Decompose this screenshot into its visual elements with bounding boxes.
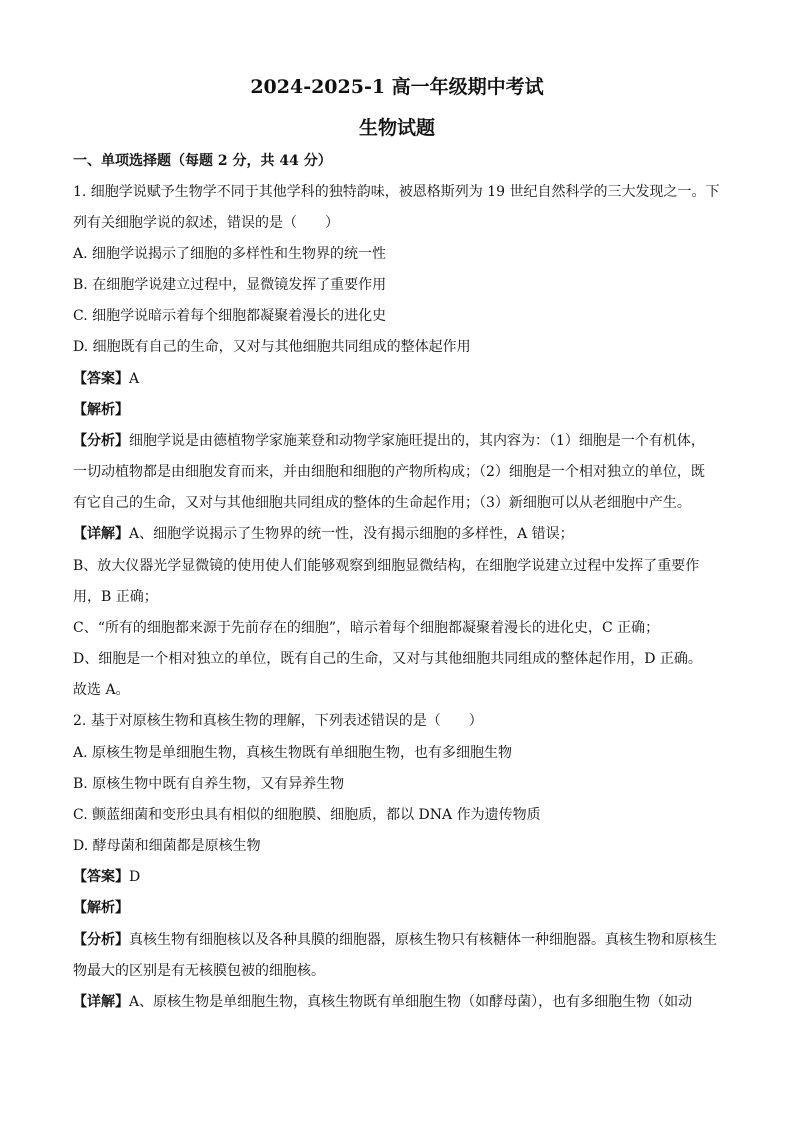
q1-analysis-row bbox=[73, 401, 723, 419]
q1-option-c: C. 细胞学说暗示着每个细胞都凝聚着漫长的进化史 bbox=[73, 308, 387, 324]
q1-xiangjie-line-4: C、“所有的细胞都来源于先前存在的细胞”，暗示着每个细胞都凝聚着漫长的进化史，C 正确； bbox=[73, 620, 660, 636]
q2-answer: D bbox=[129, 869, 141, 885]
q1-fenxi-line-3: 有它自己的生命，又对与其他细胞共同组成的整体的生命起作用；（3）新细胞可以从老细胞中产生。 bbox=[73, 495, 691, 511]
q1-fenxi-text-1: 细胞学说是由德植物学家施莱登和动物学家施旺提出的，其内容为：（1）细胞是一个有机体， bbox=[129, 433, 705, 449]
analysis-tag: 【解析】 bbox=[73, 402, 129, 418]
q1-fenxi-line-1 bbox=[73, 432, 723, 450]
q1-answer-row bbox=[73, 370, 723, 388]
q1-stem-line-2: 列有关细胞学说的叙述，错误的是（ ） bbox=[73, 215, 339, 231]
q2-fenxi-line-2: 物最大的区别是有无核膜包被的细胞核。 bbox=[73, 963, 325, 979]
q1-stem-line-1: 1. 细胞学说赋予生物学不同于其他学科的独特韵味，被恩格斯列为 19 世纪自然科学的三大发现之一。下 bbox=[73, 184, 720, 200]
answer-tag: 【答案】 bbox=[73, 869, 129, 885]
q1-xiangjie-line-2: B、放大仪器光学显微镜的使用使人们能够观察到细胞显微结构，在细胞学说建立过程中发挥了重要作 bbox=[73, 558, 700, 574]
q2-stem: 2. 基于对原核生物和真核生物的理解，下列表述错误的是（ ） bbox=[73, 713, 483, 729]
q1-fenxi-line-2: 一切动植物都是由细胞发育而来，并由细胞和细胞的产物所构成；（2）细胞是一个相对独立的单位，既 bbox=[73, 464, 705, 480]
xiangjie-tag: 【详解】 bbox=[73, 994, 129, 1010]
q2-option-a: A. 原核生物是单细胞生物，真核生物既有单细胞生物，也有多细胞生物 bbox=[73, 745, 513, 761]
fenxi-tag: 【分析】 bbox=[73, 433, 129, 449]
q1-option-b: B. 在细胞学说建立过程中，显微镜发挥了重要作用 bbox=[73, 277, 387, 293]
q1-option-a: A. 细胞学说揭示了细胞的多样性和生物界的统一性 bbox=[73, 246, 387, 262]
exam-title: 2024-2025-1 高一年级期中考试 bbox=[250, 76, 544, 98]
q2-answer-row bbox=[73, 868, 723, 886]
q2-option-b: B. 原核生物中既有自养生物，又有异养生物 bbox=[73, 776, 345, 792]
q1-xiangjie-line-1 bbox=[73, 525, 723, 543]
xiangjie-tag: 【详解】 bbox=[73, 526, 129, 542]
q1-xiangjie-text-1: A、细胞学说揭示了生物界的统一性，没有揭示细胞的多样性，A 错误； bbox=[129, 526, 574, 542]
q2-option-d: D. 酵母菌和细菌都是原核生物 bbox=[73, 838, 261, 854]
q1-xiangjie-line-5: D、细胞是一个相对独立的单位，既有自己的生命，又对与其他细胞共同组成的整体起作用，D 正确。 bbox=[73, 651, 702, 667]
q2-fenxi-line-1 bbox=[73, 931, 723, 949]
q1-answer: A bbox=[129, 371, 140, 387]
answer-tag: 【答案】 bbox=[73, 371, 129, 387]
q1-conclusion: 故选 A。 bbox=[73, 682, 130, 698]
q2-xiangjie-line-1 bbox=[73, 993, 723, 1011]
q2-option-c: C. 颤蓝细菌和变形虫具有相似的细胞膜、细胞质，都以 DNA 作为遗传物质 bbox=[73, 807, 541, 823]
fenxi-tag: 【分析】 bbox=[73, 932, 129, 948]
q1-option-d: D. 细胞既有自己的生命，又对与其他细胞共同组成的整体起作用 bbox=[73, 339, 471, 355]
analysis-tag: 【解析】 bbox=[73, 900, 129, 916]
exam-subject: 生物试题 bbox=[358, 117, 435, 139]
section-heading: 一、单项选择题（每题 2 分，共 44 分） bbox=[73, 153, 332, 169]
q1-xiangjie-line-3: 用，B 正确； bbox=[73, 589, 158, 605]
q2-fenxi-text-1: 真核生物有细胞核以及各种具膜的细胞器，原核生物只有核糖体一种细胞器。真核生物和原核生 bbox=[129, 932, 717, 948]
q2-analysis-row bbox=[73, 899, 723, 917]
q2-xiangjie-text-1: A、原核生物是单细胞生物，真核生物既有单细胞生物（如酵母菌），也有多细胞生物（如动 bbox=[129, 994, 693, 1010]
